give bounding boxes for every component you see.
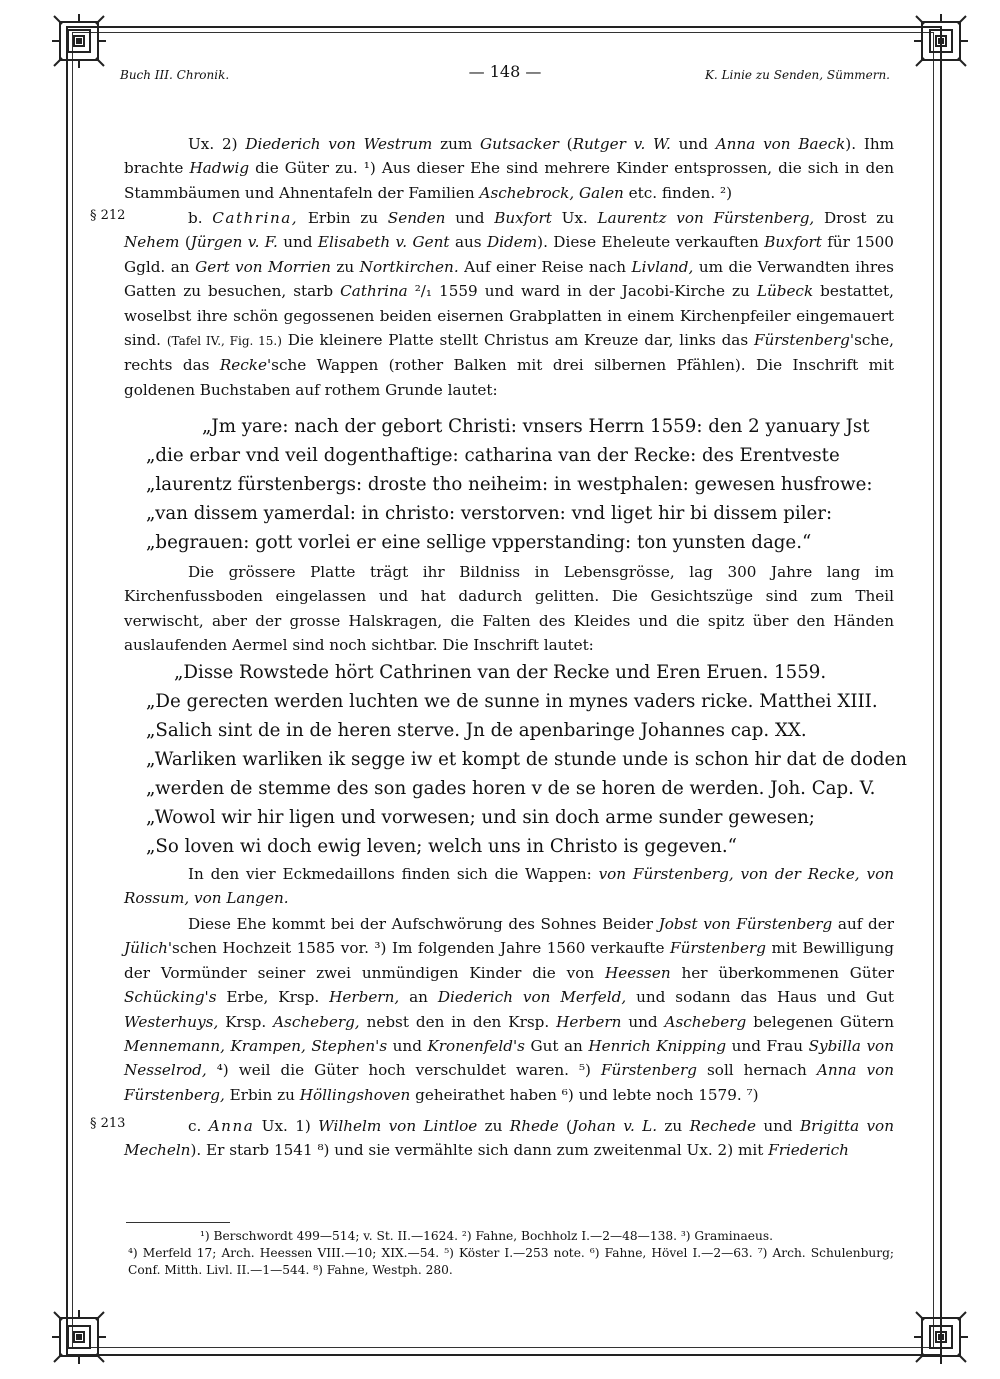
inscription-line: „De gerecten werden luchten we de sunne in mynes vaders ricke. Matthei XIII. <box>146 691 878 712</box>
footnote-line: ⁴) Merfeld 17; Arch. Heessen VIII.—10; XIX.—54. ⁵) Köster I.—253 note. ⁶) Fahne, Hövel I.—2—63. ⁷) Arch. Schulenburg; Conf. Mitth. Livl. II.—1—544. ⁸) Fahne, Westph. 280. <box>128 1246 894 1277</box>
inscription-line: „van dissem yamerdal: in christo: verstorven: vnd liget hir bi dissem piler: <box>146 503 833 524</box>
header-left: Buch III. Chronik. <box>120 68 230 82</box>
inscription-small-plate <box>146 412 898 557</box>
paragraph: Diese Ehe kommt bei der Aufschwörung des Sohnes Beider Jobst von Fürstenberg auf der Jülich'schen Hochzeit 1585 vor. ³) Im folgenden Jahre 1560 verkaufte Fürstenberg mit Bewilligung der Vormünder seiner zwei unmündigen Kinder die von Heessen her überkommenen Güter Schücking's Erbe, Krsp. Herbern, an Diederich von Merfeld, und sodann das Haus und Gut Westerhuys, Krsp. Ascheberg, nebst den in den Krsp. Herbern und Ascheberg belegenen Gütern Mennemann, Krampen, Stephen's und Kronenfeld's Gut an Henrich Knipping und Frau Sybilla von Nesselrod, ⁴) weil die Güter hoch verschuldet waren. ⁵) Fürstenberg soll hernach Anna von Fürstenberg, Erbin zu Höllingshoven geheirathet haben ⁶) und lebte noch 1579. ⁷) <box>124 915 894 1104</box>
inscription-line: „begrauen: gott vorlei er eine sellige vpperstanding: ton yunsten dage.“ <box>146 532 812 553</box>
footnote-line: ¹) Berschwordt 499—514; v. St. II.—1624. ²) Fahne, Bochholz I.—2—48—138. ³) Graminaeus. <box>200 1229 773 1243</box>
inscription-line: „Wowol wir hir ligen und vorwesen; und sin doch arme sunder gewesen; <box>146 807 815 828</box>
inscription-line: „Disse Rowstede hört Cathrinen van der Recke und Eren Eruen. 1559. <box>174 662 827 683</box>
paragraph: c. Anna Ux. 1) Wilhelm von Lintloe zu Rhede (Johan v. L. zu Rechede und Brigitta von Mecheln). Er starb 1541 ⁸) und sie vermählte sich dann zum zweitenmal Ux. 2) mit Friederich <box>124 1117 894 1160</box>
section-marker: § 213 <box>90 1116 126 1131</box>
footnotes <box>128 1228 894 1279</box>
paragraph: Die grössere Platte trägt ihr Bildniss in Lebensgrösse, lag 300 Jahre lang im Kirchenfussboden eingelassen und hat dadurch gelitten. Die Gesichtszüge sind zum Theil verwischt, aber der grosse Halskragen, die Falten des Kleides und die spitz über den Händen auslaufenden Aermel sind noch sichtbar. Die Inschrift lautet: <box>124 563 894 655</box>
footnote-divider <box>126 1222 230 1223</box>
inscription-line: „Jm yare: nach der gebort Christi: vnsers Herrn 1559: den 2 yanuary Jst <box>202 416 870 437</box>
inscription-line: „werden de stemme des son gades horen v de se horen de werden. Joh. Cap. V. <box>146 778 876 799</box>
corner-ornament-icon <box>910 10 972 72</box>
page-number: — 148 — <box>468 62 542 81</box>
corner-ornament-icon <box>910 1306 972 1368</box>
inscription-line: „laurentz fürstenbergs: droste tho neiheim: in westphalen: gewesen husfrowe: <box>146 474 873 495</box>
section-marker: § 212 <box>90 208 126 223</box>
corner-ornament-icon <box>48 10 110 72</box>
paragraph: In den vier Eckmedaillons finden sich die Wappen: von Fürstenberg, von der Recke, von Rossum, von Langen. <box>124 865 894 908</box>
inscription-line: „die erbar vnd veil dogenthaftige: catharina van der Recke: des Erentveste <box>146 445 840 466</box>
inscription-line: „So loven wi doch ewig leven; welch uns in Christo is gegeven.“ <box>146 836 737 857</box>
header-right: K. Linie zu Senden, Sümmern. <box>704 68 890 82</box>
paragraph: Ux. 2) Diederich von Westrum zum Gutsacker (Rutger v. W. und Anna von Baeck). Ihm brachte Hadwig die Güter zu. ¹) Aus dieser Ehe sind mehrere Kinder entsprossen, die sich in den Stammbäumen und Ahnentafeln der Familien Aschebrock, Galen etc. finden. ²) <box>124 135 895 202</box>
corner-ornament-icon <box>48 1306 110 1368</box>
inscription-large-plate <box>146 658 908 861</box>
inscription-line: „Salich sint de in de heren sterve. Jn de apenbaringe Johannes cap. XX. <box>146 720 807 741</box>
page-header <box>120 62 890 86</box>
paragraph: b. Cathrina, Erbin zu Senden und Buxfort Ux. Laurentz von Fürstenberg, Drost zu Nehem (Jürgen v. F. und Elisabeth v. Gent aus Didem). Diese Eheleute verkauften Buxfort für 1500 Ggld. an Gert von Morrien zu Nortkirchen. Auf einer Reise nach Livland, um die Verwandten ihres Gatten zu besuchen, starb Cathrina ²/₁ 1559 und ward in der Jacobi-Kirche zu Lübeck bestattet, woselbst ihre schön gegossenen beiden eisernen Grabplatten in einem Kirchenpfeiler eingemauert sind. (Tafel IV., Fig. 15.) Die kleinere Platte stellt Christus am Kreuze dar, links das Fürstenberg'sche, rechts das Recke'sche Wappen (rother Balken mit drei silbernen Pfählen). Die Inschrift mit goldenen Buchstaben auf rothem Grunde lautet: <box>124 209 894 399</box>
inscription-line: „Warliken warliken ik segge iw et kompt de stunde unde is schon hir dat de doden <box>146 749 908 770</box>
